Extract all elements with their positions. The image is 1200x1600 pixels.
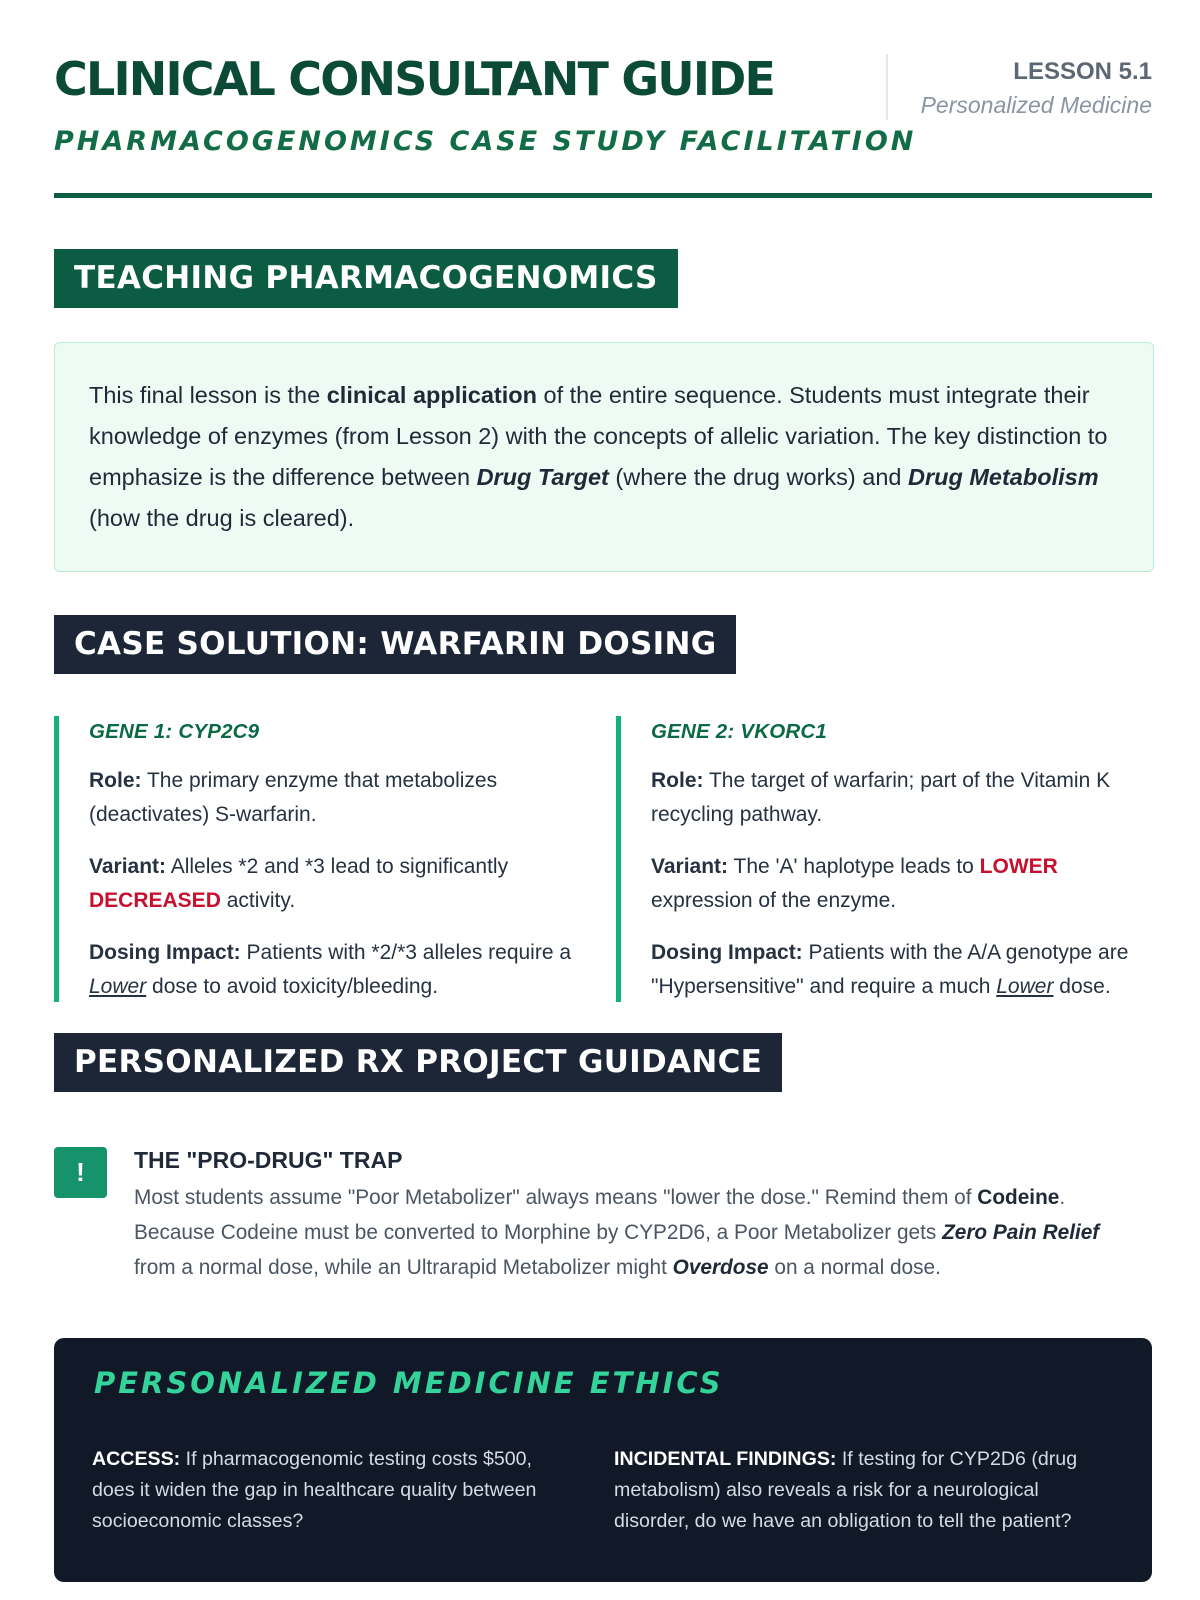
- trap-text: Most students assume "Poor Metabolizer" always means "lower the dose." Remind them of: [134, 1186, 978, 1209]
- lesson-info: [886, 54, 1152, 120]
- variant-highlight: DECREASED: [89, 889, 221, 912]
- trap-emphasis: Zero Pain Relief: [942, 1221, 1100, 1244]
- impact-text: dose.: [1053, 975, 1111, 998]
- section-heading-teaching: TEACHING PHARMACOGENOMICS: [54, 249, 678, 308]
- intro-text: (how the drug is cleared).: [89, 505, 355, 531]
- section-heading-guidance: PERSONALIZED RX PROJECT GUIDANCE: [54, 1033, 782, 1092]
- ethics-incidental-findings: [614, 1444, 1084, 1537]
- intro-text: This final lesson is the: [89, 382, 327, 408]
- ethics-panel: [54, 1338, 1152, 1582]
- gene-card-vkorc1: [616, 716, 1139, 1002]
- gene-role: [651, 764, 1139, 832]
- impact-label: Dosing Impact:: [89, 941, 241, 964]
- gene-dosing-impact: [89, 936, 577, 1004]
- impact-text: Patients with *2/*3 alleles require a: [240, 941, 572, 964]
- trap-text: from a normal dose, while an Ultrarapid Metabolizer might: [134, 1256, 673, 1279]
- trap-bold-term: Codeine: [977, 1186, 1060, 1209]
- variant-text: Alleles *2 and *3 lead to significantly: [166, 855, 509, 878]
- gene-title: GENE 1: CYP2C9: [89, 720, 260, 743]
- ethics-title: PERSONALIZED MEDICINE ETHICS: [94, 1366, 724, 1400]
- exclamation-icon: !: [54, 1147, 107, 1198]
- variant-text: activity.: [220, 889, 296, 912]
- variant-label: Variant:: [89, 855, 167, 878]
- trap-text: . Because Codeine must be converted to Morphine by CYP2D6, a Poor Metabolizer gets: [134, 1186, 1066, 1244]
- variant-text: expression of the enzyme.: [651, 889, 897, 912]
- page-header: [54, 0, 1152, 198]
- variant-text: The 'A' haplotype leads to: [728, 855, 980, 878]
- impact-emphasis: Lower: [89, 975, 147, 998]
- impact-label: Dosing Impact:: [651, 941, 803, 964]
- trap-emphasis: Overdose: [672, 1256, 769, 1279]
- header-divider: [54, 193, 1152, 198]
- gene-card-cyp2c9: [54, 716, 577, 1002]
- lesson-topic: Personalized Medicine: [920, 92, 1152, 118]
- gene-variant: [651, 850, 1139, 918]
- intro-text: of the entire sequence. Students must integrate their knowledge of enzymes (from Lesson 2) with the concepts of allelic variation. The key distinction to emphasize is the difference between: [89, 382, 1108, 490]
- trap-text: on a normal dose.: [768, 1256, 941, 1279]
- variant-label: Variant:: [651, 855, 729, 878]
- trap-description: [134, 1180, 1144, 1285]
- intro-bold-term: clinical application: [326, 382, 537, 408]
- ethics-access: [92, 1444, 562, 1537]
- page-subtitle: PHARMACOGENOMICS CASE STUDY FACILITATION: [54, 126, 917, 157]
- gene-dosing-impact: [651, 936, 1139, 1004]
- page: [54, 0, 1152, 1532]
- section-heading-case: CASE SOLUTION: WARFARIN DOSING: [54, 615, 736, 674]
- incidental-label: INCIDENTAL FINDINGS:: [614, 1448, 837, 1470]
- role-text: The target of warfarin; part of the Vitamin K recycling pathway.: [651, 769, 1111, 826]
- role-label: Role:: [89, 769, 142, 792]
- trap-title: THE "PRO-DRUG" TRAP: [134, 1147, 403, 1173]
- gene-role: [89, 764, 577, 832]
- role-text: The primary enzyme that metabolizes (deactivates) S-warfarin.: [89, 769, 498, 826]
- incidental-text: If testing for CYP2D6 (drug metabolism) also reveals a risk for a neurological disorder, do we have an obligation to tell the patient?: [614, 1448, 1078, 1532]
- intro-text: (where the drug works) and: [608, 464, 908, 490]
- gene-title: GENE 2: VKORC1: [651, 720, 827, 743]
- role-label: Role:: [651, 769, 704, 792]
- impact-text: Patients with the A/A genotype are "Hypersensitive" and require a much: [651, 941, 1129, 998]
- term-drug-metabolism: Drug Metabolism: [907, 464, 1099, 490]
- access-label: ACCESS:: [92, 1448, 181, 1470]
- impact-text: dose to avoid toxicity/bleeding.: [146, 975, 439, 998]
- lesson-number: LESSON 5.1: [1013, 58, 1152, 85]
- term-drug-target: Drug Target: [476, 464, 609, 490]
- page-title: CLINICAL CONSULTANT GUIDE: [54, 52, 775, 106]
- intro-callout: [54, 342, 1154, 572]
- variant-highlight: LOWER: [979, 855, 1058, 878]
- gene-variant: [89, 850, 577, 918]
- impact-emphasis: Lower: [996, 975, 1054, 998]
- access-text: If pharmacogenomic testing costs $500, does it widen the gap in healthcare quality between socioeconomic classes?: [92, 1448, 537, 1532]
